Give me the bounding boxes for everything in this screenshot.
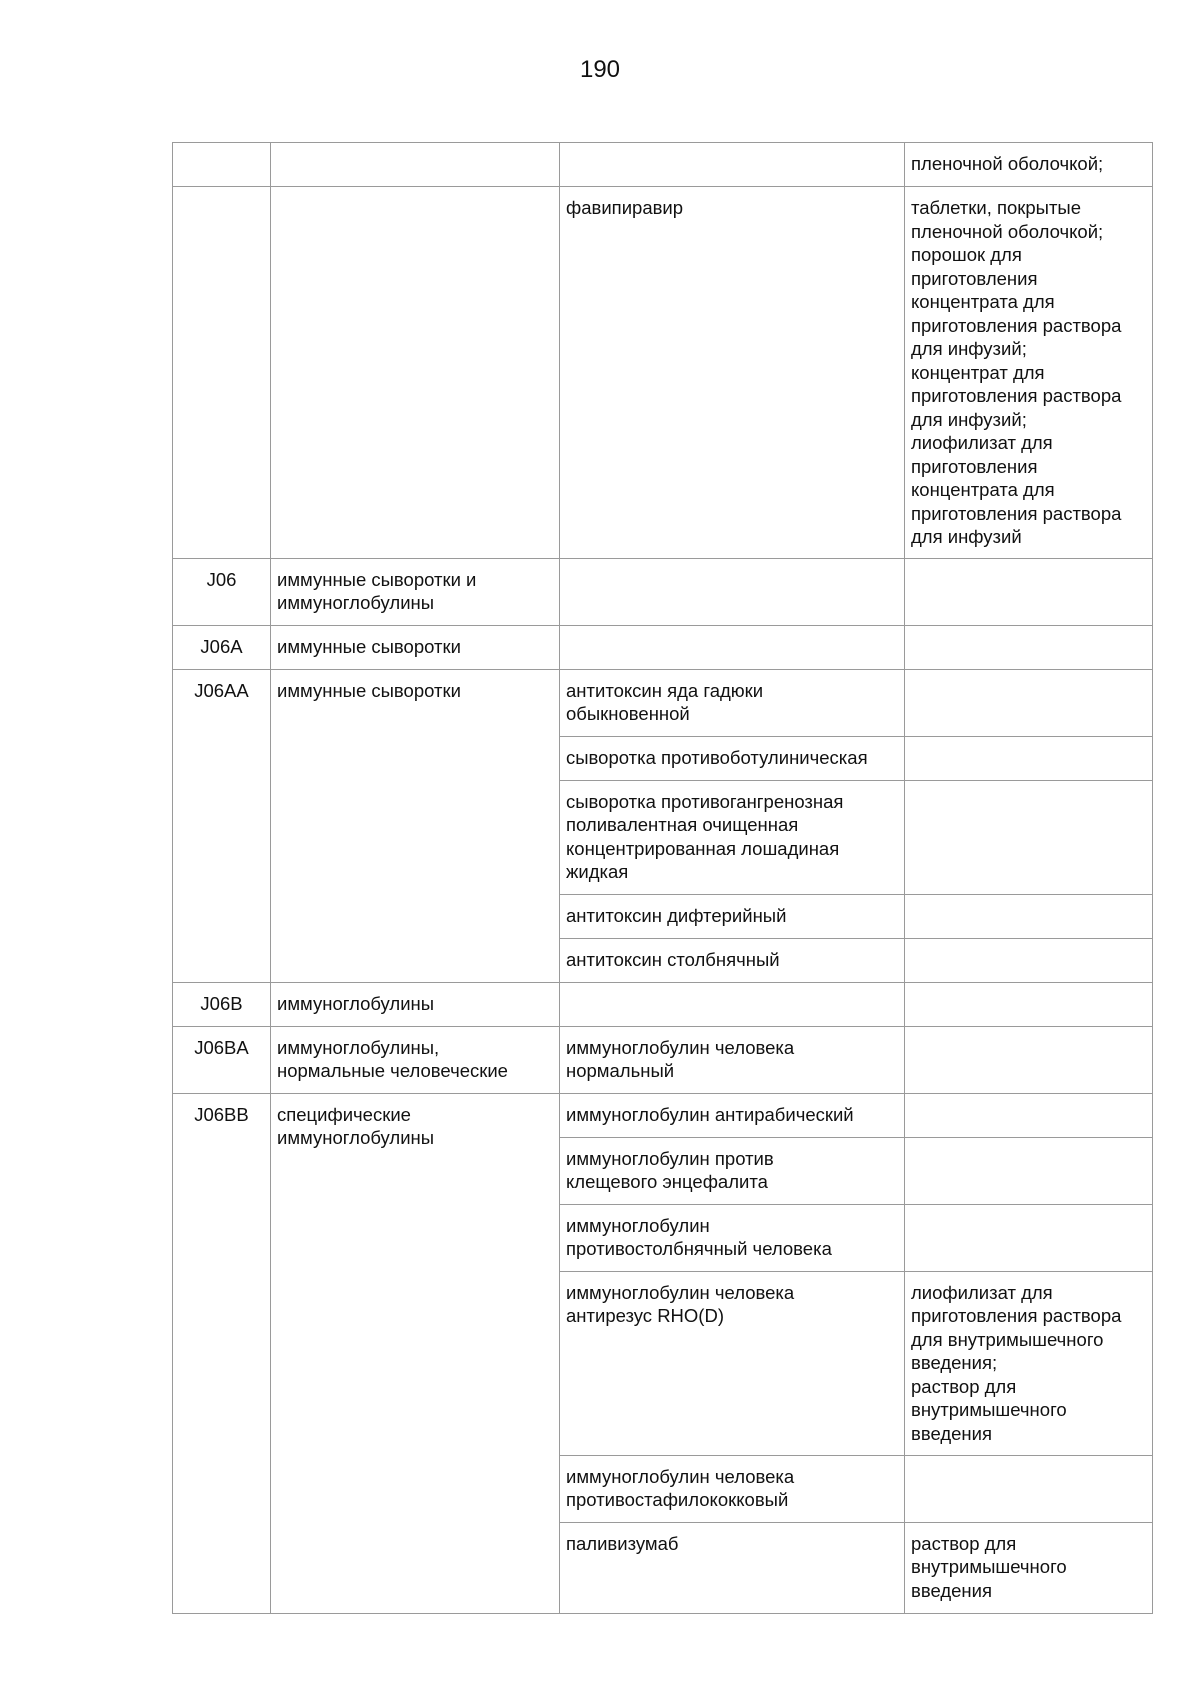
table-row	[173, 1093, 1153, 1137]
drug-name-cell: фавипиравир	[560, 187, 905, 559]
dosage-form-cell: таблетки, покрытые пленочной оболочкой; порошок для приготовления концентрата для приготовления раствора для инфузий; концентрат для приготовления раствора для инфузий; лиофилизат для приготовления концентрата для приготовления раствора для инфузий	[905, 187, 1153, 559]
page-number: 190	[579, 56, 621, 83]
drug-name-cell: антитоксин дифтерийный	[560, 894, 905, 938]
dosage-form-cell	[905, 736, 1153, 780]
atc-code-cell: J06A	[173, 625, 271, 669]
drug-name-cell: иммуноглобулин человека противостафилококковый	[560, 1455, 905, 1522]
group-name-cell: иммуноглобулины	[271, 982, 560, 1026]
dosage-form-cell: пленочной оболочкой;	[905, 143, 1153, 187]
drug-name-cell: сыворотка противоботулиническая	[560, 736, 905, 780]
dosage-form-cell: лиофилизат для приготовления раствора для внутримышечного введения; раствор для внутримышечного введения	[905, 1271, 1153, 1455]
drug-name-cell: иммуноглобулин против клещевого энцефалита	[560, 1137, 905, 1204]
drug-name-cell: сыворотка противогангренозная поливалентная очищенная концентрированная лошадиная жидкая	[560, 780, 905, 894]
dosage-form-cell	[905, 669, 1153, 736]
atc-code-cell: J06BB	[173, 1093, 271, 1613]
table-row	[173, 1026, 1153, 1093]
group-name-cell: иммуноглобулины, нормальные человеческие	[271, 1026, 560, 1093]
dosage-form-cell	[905, 1026, 1153, 1093]
dosage-form-cell	[905, 938, 1153, 982]
dosage-form-cell	[905, 625, 1153, 669]
drug-name-cell	[560, 143, 905, 187]
dosage-form-cell	[905, 1204, 1153, 1271]
dosage-form-cell	[905, 1455, 1153, 1522]
drug-name-cell	[560, 625, 905, 669]
group-name-cell: специфические иммуноглобулины	[271, 1093, 560, 1613]
dosage-form-cell	[905, 894, 1153, 938]
dosage-form-cell	[905, 558, 1153, 625]
atc-code-cell: J06	[173, 558, 271, 625]
atc-code-cell	[173, 143, 271, 187]
atc-code-cell	[173, 187, 271, 559]
group-name-cell	[271, 143, 560, 187]
table-row	[173, 558, 1153, 625]
drug-name-cell: паливизумаб	[560, 1522, 905, 1613]
group-name-cell: иммунные сыворотки	[271, 625, 560, 669]
table-row	[173, 187, 1153, 559]
table-row	[173, 143, 1153, 187]
drug-name-cell: иммуноглобулин противостолбнячный человека	[560, 1204, 905, 1271]
drug-name-cell: иммуноглобулин антирабический	[560, 1093, 905, 1137]
dosage-form-cell	[905, 982, 1153, 1026]
drug-table	[172, 142, 1153, 1614]
group-name-cell	[271, 187, 560, 559]
atc-code-cell: J06AA	[173, 669, 271, 982]
drug-name-cell: антитоксин столбнячный	[560, 938, 905, 982]
atc-code-cell: J06B	[173, 982, 271, 1026]
table-row	[173, 982, 1153, 1026]
drug-name-cell: иммуноглобулин человека антирезус RHO(D)	[560, 1271, 905, 1455]
drug-name-cell: антитоксин яда гадюки обыкновенной	[560, 669, 905, 736]
dosage-form-cell	[905, 1137, 1153, 1204]
atc-code-cell: J06BA	[173, 1026, 271, 1093]
group-name-cell: иммунные сыворотки и иммуноглобулины	[271, 558, 560, 625]
table-row	[173, 625, 1153, 669]
group-name-cell: иммунные сыворотки	[271, 669, 560, 982]
drug-name-cell	[560, 982, 905, 1026]
dosage-form-cell	[905, 1093, 1153, 1137]
drug-name-cell	[560, 558, 905, 625]
drug-name-cell: иммуноглобулин человека нормальный	[560, 1026, 905, 1093]
dosage-form-cell	[905, 780, 1153, 894]
table-row	[173, 669, 1153, 736]
dosage-form-cell: раствор для внутримышечного введения	[905, 1522, 1153, 1613]
